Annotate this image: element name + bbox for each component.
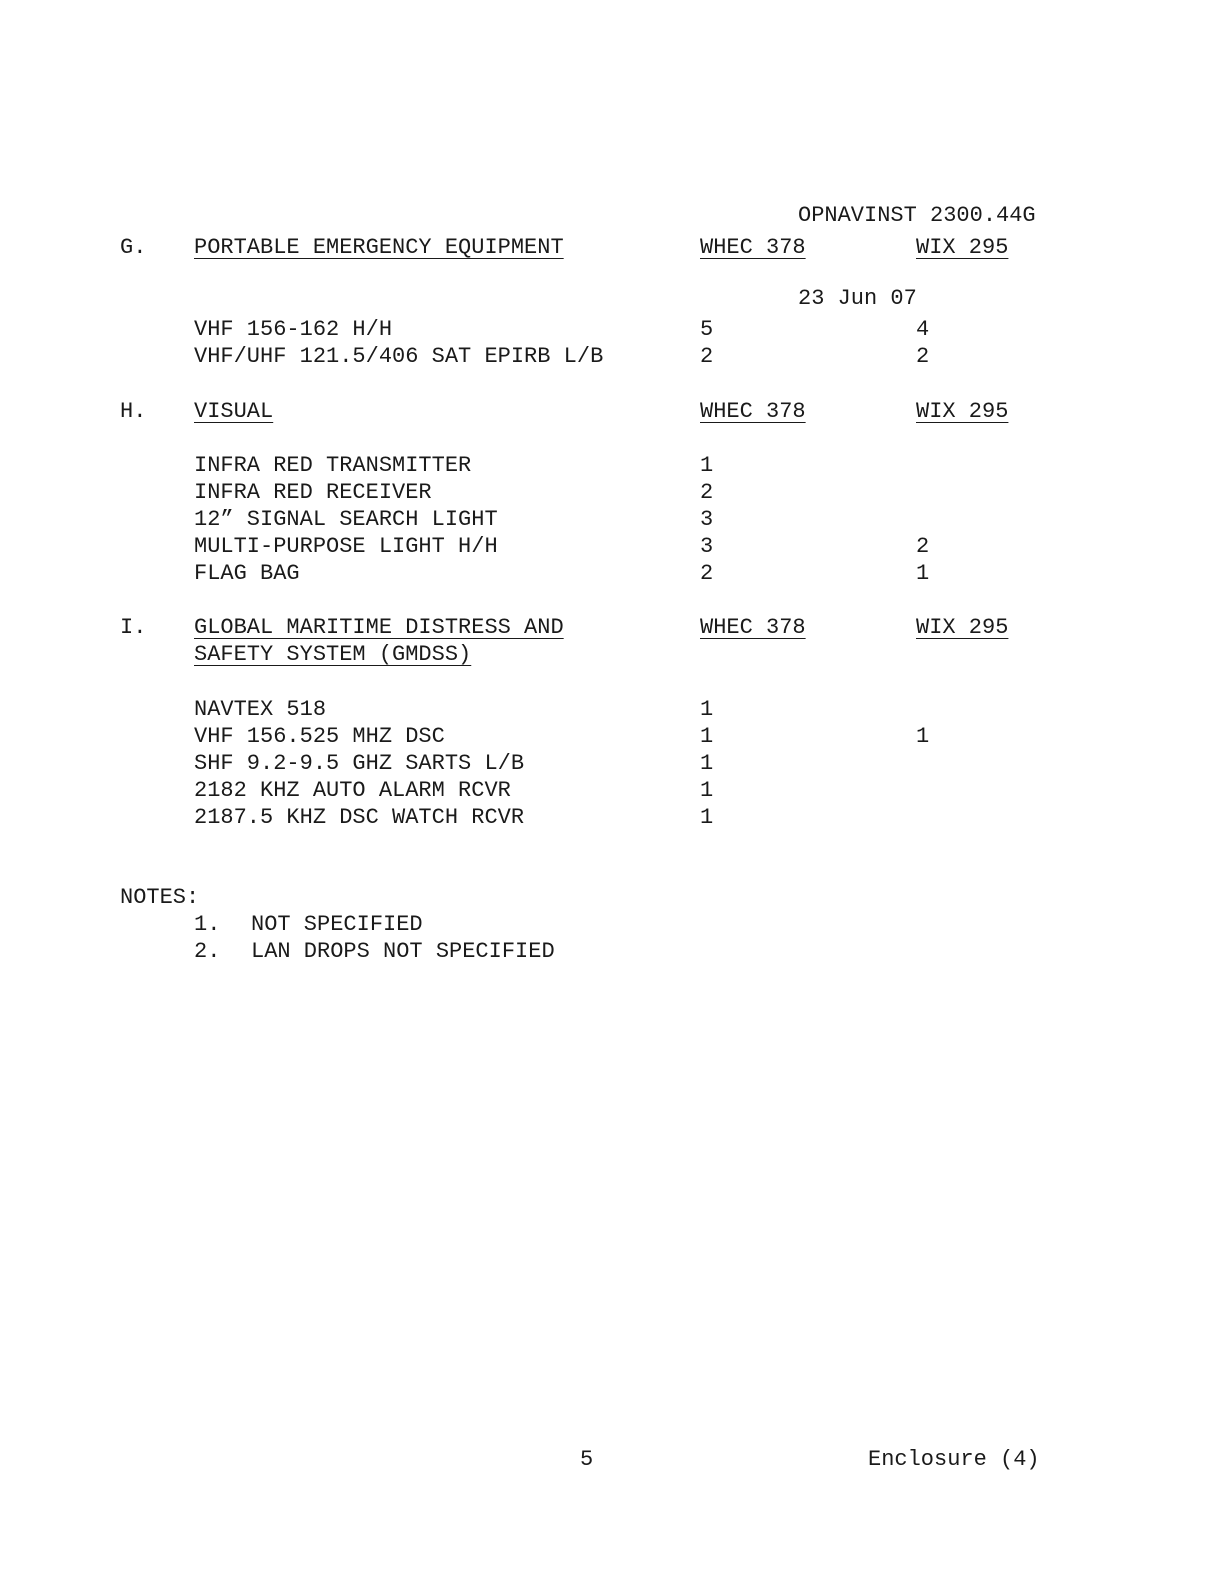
table-row-item: VHF 156-162 H/H	[194, 317, 393, 342]
table-row-item: MULTI-PURPOSE LIGHT H/H	[194, 534, 498, 559]
section-h-col-whec: WHEC 378	[700, 399, 806, 424]
section-g-letter: G.	[120, 235, 147, 260]
table-row-whec: 2	[700, 561, 714, 586]
instruction-number: OPNAVINST 2300.44G	[798, 203, 1036, 228]
table-row-item: 2182 KHZ AUTO ALARM RCVR	[194, 778, 511, 803]
table-row-whec: 1	[700, 751, 714, 776]
enclosure-label: Enclosure (4)	[868, 1447, 1040, 1472]
table-row-item: INFRA RED TRANSMITTER	[194, 453, 472, 478]
page-number: 5	[580, 1447, 594, 1472]
table-row-item: VHF 156.525 MHZ DSC	[194, 724, 445, 749]
section-i-title-line-2: SAFETY SYSTEM (GMDSS)	[194, 642, 472, 667]
note-text: LAN DROPS NOT SPECIFIED	[251, 939, 555, 964]
notes-heading: NOTES:	[120, 885, 200, 910]
table-row-item: NAVTEX 518	[194, 697, 327, 722]
document-date: 23 Jun 07	[798, 286, 917, 311]
table-row-wix: 1	[916, 561, 930, 586]
table-row-item: SHF 9.2-9.5 GHZ SARTS L/B	[194, 751, 525, 776]
note-text: NOT SPECIFIED	[251, 912, 423, 937]
section-h-col-wix: WIX 295	[916, 399, 1009, 424]
table-row-whec: 1	[700, 697, 714, 722]
note-number: 1.	[194, 912, 221, 937]
table-row-item: INFRA RED RECEIVER	[194, 480, 432, 505]
table-row-item: VHF/UHF 121.5/406 SAT EPIRB L/B	[194, 344, 604, 369]
table-row-whec: 3	[700, 507, 714, 532]
table-row-wix: 2	[916, 534, 930, 559]
section-g-col-wix: WIX 295	[916, 235, 1009, 260]
table-row-whec: 1	[700, 453, 714, 478]
table-row-wix: 2	[916, 344, 930, 369]
table-row-item: FLAG BAG	[194, 561, 300, 586]
section-i-title-line-1: GLOBAL MARITIME DISTRESS AND	[194, 615, 564, 640]
section-g-title: PORTABLE EMERGENCY EQUIPMENT	[194, 235, 564, 260]
section-h-title: VISUAL	[194, 399, 274, 424]
section-i-col-wix: WIX 295	[916, 615, 1009, 640]
section-g-col-whec: WHEC 378	[700, 235, 806, 260]
section-h-letter: H.	[120, 399, 147, 424]
section-i-col-whec: WHEC 378	[700, 615, 806, 640]
table-row-item: 2187.5 KHZ DSC WATCH RCVR	[194, 805, 525, 830]
table-row-whec: 2	[700, 344, 714, 369]
table-row-wix: 4	[916, 317, 930, 342]
section-i-letter: I.	[120, 615, 147, 640]
table-row-whec: 1	[700, 805, 714, 830]
table-row-item: 12” SIGNAL SEARCH LIGHT	[194, 507, 498, 532]
table-row-whec: 1	[700, 778, 714, 803]
table-row-whec: 5	[700, 317, 714, 342]
table-row-whec: 1	[700, 724, 714, 749]
table-row-wix: 1	[916, 724, 930, 749]
note-number: 2.	[194, 939, 221, 964]
table-row-whec: 2	[700, 480, 714, 505]
table-row-whec: 3	[700, 534, 714, 559]
